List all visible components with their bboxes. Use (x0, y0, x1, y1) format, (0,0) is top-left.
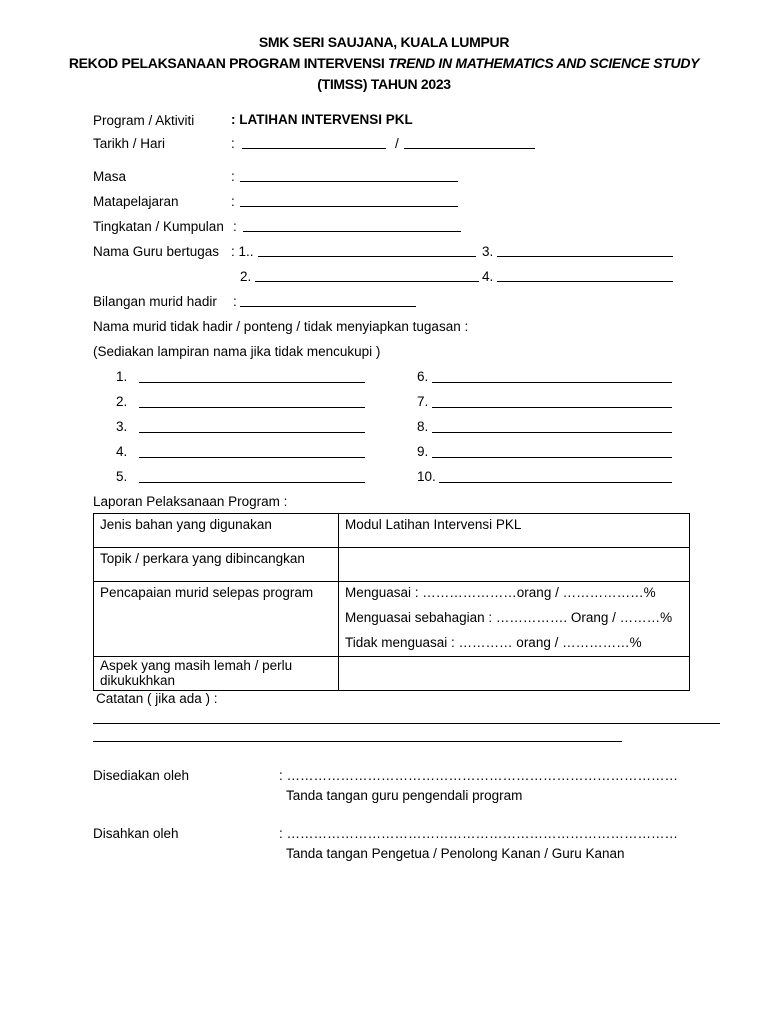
tarikh-slash: / (395, 136, 399, 151)
report-label-bahan: Jenis bahan yang digunakan (94, 514, 339, 548)
disediakan-caption: Tanda tangan guru pengendali program (286, 788, 523, 803)
bilangan-label: Bilangan murid hadir (93, 294, 217, 309)
guru-2-number: 2. (240, 269, 252, 284)
bilangan-colon: : (233, 294, 237, 309)
matapelajaran-colon: : (231, 194, 235, 209)
absent-line[interactable] (139, 407, 365, 408)
absent-number: 3. (116, 419, 128, 434)
tingkatan-colon: : (233, 219, 237, 234)
disediakan-label: Disediakan oleh (93, 768, 190, 783)
absent-line[interactable] (432, 382, 672, 383)
tingkatan-label: Tingkatan / Kumpulan (93, 219, 224, 234)
pencapaian-menguasai: Menguasai : …………………orang / ………………% (345, 585, 656, 600)
catatan-label: Catatan ( jika ada ) : (96, 691, 218, 706)
form-title (0, 55, 768, 71)
form-title-prefix: REKOD PELAKSANAAN PROGRAM INTERVENSI (68, 55, 389, 71)
catatan-line[interactable] (93, 741, 622, 742)
table-row (94, 514, 690, 548)
table-row (94, 657, 690, 691)
guru-2-line[interactable] (255, 281, 479, 282)
absent-number: 8. (417, 419, 429, 434)
disahkan-caption: Tanda tangan Pengetua / Penolong Kanan / Guru Kanan (286, 846, 625, 861)
absent-line[interactable] (139, 432, 365, 433)
table-row (94, 582, 690, 657)
guru-1-line[interactable] (258, 256, 476, 257)
absent-line[interactable] (139, 482, 365, 483)
matapelajaran-line[interactable] (240, 206, 458, 207)
report-table (93, 513, 690, 691)
tingkatan-line[interactable] (243, 231, 461, 232)
guru-3-number: 3. (482, 244, 494, 259)
tidak-hadir-label: Nama murid tidak hadir / ponteng / tidak menyiapkan tugasan : (93, 319, 469, 334)
masa-colon: : (231, 169, 235, 184)
report-value-topik[interactable] (339, 548, 690, 582)
guru-1-number: : 1.. (231, 244, 254, 259)
report-value-pencapaian[interactable] (339, 582, 690, 657)
absent-line[interactable] (432, 457, 672, 458)
catatan-line[interactable] (93, 723, 720, 724)
report-label-aspek: Aspek yang masih lemah / perlu dikukukhkan (94, 657, 339, 691)
report-heading: Laporan Pelaksanaan Program : (93, 494, 288, 509)
matapelajaran-label: Matapelajaran (93, 194, 179, 209)
pencapaian-tidak-menguasai: Tidak menguasai : ………… orang / ……………% (345, 635, 642, 650)
absent-number: 7. (417, 394, 429, 409)
disediakan-signature-dots[interactable]: : …………………………………………………………………………… (279, 768, 679, 783)
absent-line[interactable] (139, 382, 365, 383)
report-value-bahan[interactable]: Modul Latihan Intervensi PKL (339, 514, 690, 548)
report-value-aspek[interactable] (339, 657, 690, 691)
tarikh-colon: : (231, 136, 235, 151)
absent-line[interactable] (439, 482, 672, 483)
program-label: Program / Aktiviti (93, 113, 195, 128)
disahkan-label: Disahkan oleh (93, 826, 179, 841)
absent-number: 5. (116, 469, 128, 484)
absent-number: 6. (417, 369, 429, 384)
bilangan-line[interactable] (240, 306, 416, 307)
table-row (94, 548, 690, 582)
form-title-line2: (TIMSS) TAHUN 2023 (317, 76, 451, 92)
program-value: : LATIHAN INTERVENSI PKL (231, 112, 413, 127)
absent-line[interactable] (432, 432, 672, 433)
absent-number: 1. (116, 369, 128, 384)
guru-label: Nama Guru bertugas (93, 244, 220, 259)
absent-line[interactable] (139, 457, 365, 458)
absent-number: 10. (417, 469, 436, 484)
tarikh-date-line[interactable] (242, 148, 386, 149)
report-label-topik: Topik / perkara yang dibincangkan (94, 548, 339, 582)
lampiran-note: (Sediakan lampiran nama jika tidak mencukupi ) (93, 344, 381, 359)
absent-number: 9. (417, 444, 429, 459)
absent-line[interactable] (432, 407, 672, 408)
tarikh-label: Tarikh / Hari (93, 136, 166, 151)
absent-number: 2. (116, 394, 128, 409)
form-title-italic: TREND IN MATHEMATICS AND SCIENCE STUDY (388, 55, 700, 71)
disahkan-signature-dots[interactable]: : …………………………………………………………………………… (279, 826, 679, 841)
masa-line[interactable] (240, 181, 458, 182)
report-label-pencapaian: Pencapaian murid selepas program (94, 582, 339, 657)
absent-number: 4. (116, 444, 128, 459)
guru-4-number: 4. (482, 269, 494, 284)
guru-3-line[interactable] (497, 256, 673, 257)
hari-line[interactable] (404, 148, 535, 149)
pencapaian-sebahagian: Menguasai sebahagian : ……………. Orang / ………% (345, 610, 673, 625)
guru-4-line[interactable] (497, 281, 673, 282)
masa-label: Masa (93, 169, 127, 184)
school-name: SMK SERI SAUJANA, KUALA LUMPUR (258, 34, 510, 50)
